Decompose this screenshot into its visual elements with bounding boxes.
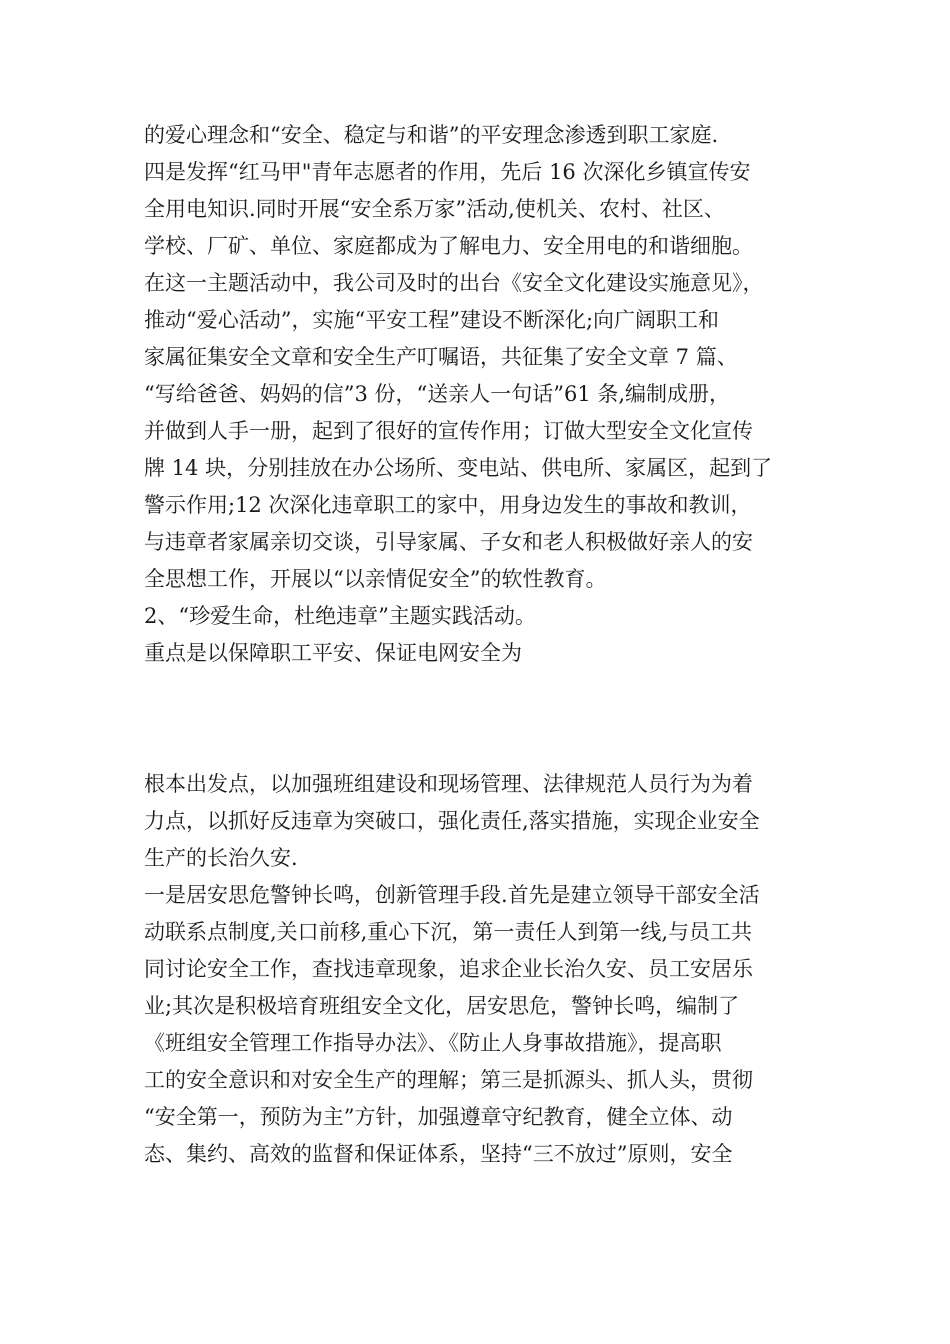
text-line: 业;其次是积极培育班组安全文化，居安思危，警钟长鸣，编制了 (144, 994, 740, 1018)
section-heading: 2、“珍爱生命，杜绝违章”主题实践活动。 (144, 604, 536, 628)
text-line: 一是居安思危警钟长鸣，创新管理手段.首先是建立领导干部安全活 (144, 883, 760, 907)
text-block-lower (144, 766, 816, 1173)
text-line: “安全第一，预防为主”方针，加强遵章守纪教育，健全立体、动 (144, 1105, 733, 1129)
text-line: 全用电知识.同时开展“安全系万家”活动,使机关、农村、社区、 (144, 197, 725, 221)
text-line: 全思想工作，开展以“以亲情促安全”的软性教育。 (144, 567, 607, 591)
text-line: 在这一主题活动中，我公司及时的出台《安全文化建设实施意见》， (144, 271, 764, 295)
text-line: 四是发挥“红马甲"青年志愿者的作用，先后 16 次深化乡镇宣传安 (144, 160, 751, 184)
text-line: 与违章者家属亲切交谈，引导家属、子女和老人积极做好亲人的安 (144, 530, 753, 554)
text-line: “写给爸爸、妈妈的信”3 份，“送亲人一句话”61 条,编制成册， (144, 382, 731, 406)
text-line: 牌 14 块，分别挂放在办公场所、变电站、供电所、家属区，起到了 (144, 456, 773, 480)
text-line: 并做到人手一册，起到了很好的宣传作用；订做大型安全文化宣传 (144, 419, 753, 443)
text-line: 家属征集安全文章和安全生产叮嘱语，共征集了安全文章 7 篇、 (144, 345, 738, 369)
text-line: 根本出发点，以加强班组建设和现场管理、法律规范人员行为为着 (144, 772, 753, 796)
text-block-upper (144, 117, 816, 672)
text-line: 生产的长治久安. (144, 846, 298, 870)
text-line: 工的安全意识和对安全生产的理解；第三是抓源头、抓人头，贯彻 (144, 1068, 753, 1092)
text-line: 动联系点制度,关口前移,重心下沉，第一责任人到第一线,与员工共 (144, 920, 753, 944)
text-line: 同讨论安全工作，查找违章现象，追求企业长治久安、员工安居乐 (144, 957, 753, 981)
text-line: 《班组安全管理工作指导办法》、《防止人身事故措施》，提高职 (144, 1031, 722, 1055)
text-line: 学校、厂矿、单位、家庭都成为了解电力、安全用电的和谐细胞。 (144, 234, 753, 258)
text-line: 警示作用;12 次深化违章职工的家中，用身边发生的事故和教训， (144, 493, 752, 517)
text-line: 推动“爱心活动”，实施“平安工程”建设不断深化;向广阔职工和 (144, 308, 720, 332)
text-line: 的爱心理念和“安全、稳定与和谐”的平安理念渗透到职工家庭. (144, 123, 719, 147)
text-line: 力点，以抓好反违章为突破口，强化责任,落实措施，实现企业安全 (144, 809, 760, 833)
text-line: 重点是以保障职工平安、保证电网安全为 (144, 641, 522, 665)
text-line: 态、集约、高效的监督和保证体系，坚持“三不放过”原则，安全 (144, 1142, 733, 1166)
